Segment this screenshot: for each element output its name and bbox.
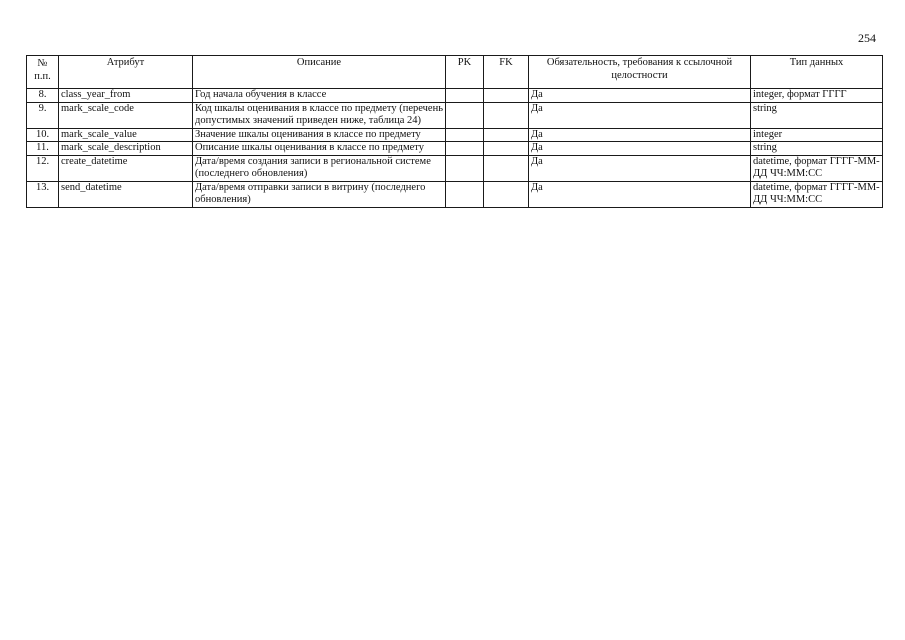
page-number: 254: [858, 31, 876, 45]
cell-description: Дата/время отправки записи в витрину (последнего обновления): [193, 181, 446, 207]
cell-required: Да: [529, 89, 751, 103]
header-pk: PK: [446, 56, 484, 89]
cell-data-type: string: [751, 142, 883, 156]
cell-pk: [446, 128, 484, 142]
cell-attribute: mark_scale_description: [59, 142, 193, 156]
cell-fk: [484, 142, 529, 156]
cell-attribute: class_year_from: [59, 89, 193, 103]
table-row: [27, 102, 883, 128]
cell-required: Да: [529, 155, 751, 181]
cell-description: Дата/время создания записи в региональной системе (последнего обновления): [193, 155, 446, 181]
cell-required: Да: [529, 142, 751, 156]
cell-num: 13.: [27, 181, 59, 207]
cell-required: Да: [529, 102, 751, 128]
cell-num: 10.: [27, 128, 59, 142]
cell-description: Код шкалы оценивания в классе по предмету (перечень допустимых значений приведен ниже, таблица 24): [193, 102, 446, 128]
header-attribute: Атрибут: [59, 56, 193, 89]
cell-attribute: send_datetime: [59, 181, 193, 207]
cell-description: Год начала обучения в классе: [193, 89, 446, 103]
table-row: [27, 155, 883, 181]
cell-fk: [484, 102, 529, 128]
cell-fk: [484, 89, 529, 103]
cell-data-type: datetime, формат ГГГГ-ММ-ДД ЧЧ:ММ:СС: [751, 155, 883, 181]
cell-required: Да: [529, 128, 751, 142]
table-row: [27, 181, 883, 207]
cell-pk: [446, 181, 484, 207]
cell-attribute: create_datetime: [59, 155, 193, 181]
header-required: Обязательность, требования к ссылочной целостности: [529, 56, 751, 89]
cell-fk: [484, 181, 529, 207]
header-data-type: Тип данных: [751, 56, 883, 89]
header-description: Описание: [193, 56, 446, 89]
cell-data-type: string: [751, 102, 883, 128]
cell-data-type: datetime, формат ГГГГ-ММ-ДД ЧЧ:ММ:СС: [751, 181, 883, 207]
cell-num: 11.: [27, 142, 59, 156]
header-fk: FK: [484, 56, 529, 89]
cell-pk: [446, 102, 484, 128]
cell-data-type: integer: [751, 128, 883, 142]
table-header-row: [27, 56, 883, 89]
cell-data-type: integer, формат ГГГГ: [751, 89, 883, 103]
cell-fk: [484, 155, 529, 181]
table-row: [27, 142, 883, 156]
cell-num: 9.: [27, 102, 59, 128]
table-row: [27, 89, 883, 103]
cell-attribute: mark_scale_value: [59, 128, 193, 142]
cell-description: Значение шкалы оценивания в классе по предмету: [193, 128, 446, 142]
cell-description: Описание шкалы оценивания в классе по предмету: [193, 142, 446, 156]
cell-required: Да: [529, 181, 751, 207]
cell-num: 12.: [27, 155, 59, 181]
header-num: № п.п.: [27, 56, 59, 89]
cell-num: 8.: [27, 89, 59, 103]
cell-pk: [446, 155, 484, 181]
table-row: [27, 128, 883, 142]
cell-pk: [446, 89, 484, 103]
cell-attribute: mark_scale_code: [59, 102, 193, 128]
attributes-table: [26, 55, 883, 208]
cell-pk: [446, 142, 484, 156]
cell-fk: [484, 128, 529, 142]
